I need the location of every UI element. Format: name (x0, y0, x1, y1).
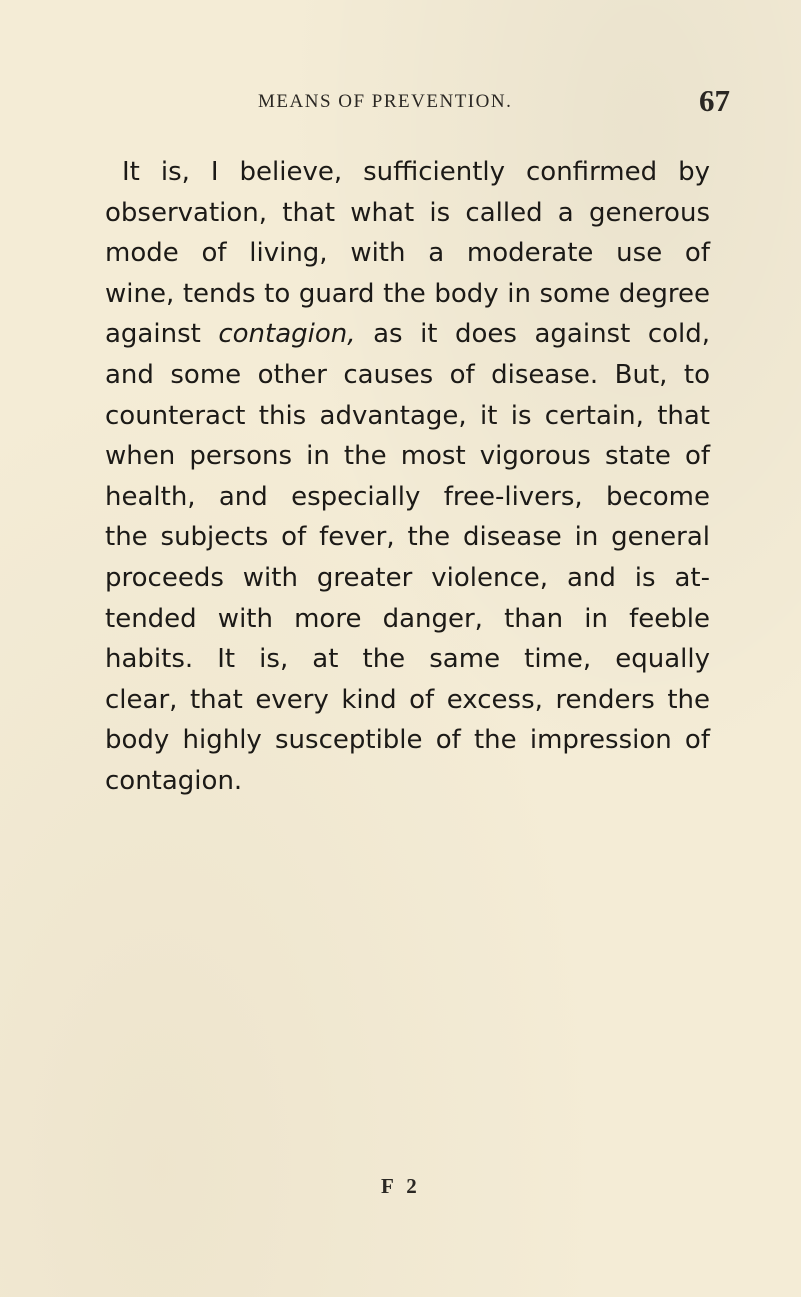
text-line: body highly susceptible of the impression of (105, 725, 710, 756)
text-line: It is, I believe, sufficiently confirmed by (122, 157, 710, 187)
text-line: counteract this advantage, it is certain, that (105, 400, 710, 431)
text-line: tended with more danger, than in feeble (105, 603, 710, 634)
text-fragment: against (105, 319, 201, 350)
text-line: habits. It is, at the same time, equally (105, 644, 710, 675)
text-line: wine, tends to guard the body in some degree (105, 278, 710, 309)
text-line: proceeds with greater violence, and is at- (105, 562, 710, 593)
text-line: clear, that every kind of excess, renders the (105, 684, 710, 715)
text-line: contagion. (105, 765, 243, 796)
text-line (105, 314, 710, 355)
text-line: when persons in the most vigorous state of (105, 441, 710, 472)
text-fragment: as it does against cold, (373, 319, 711, 350)
running-head: MEANS OF PREVENTION. (258, 91, 513, 112)
page-number: 67 (699, 83, 730, 118)
text-line: health, and especially free-livers, become (105, 481, 710, 512)
text-line: and some other causes of disease. But, to (105, 359, 710, 390)
text-line: observation, that what is called a generous (105, 197, 710, 228)
text-line: the subjects of fever, the disease in general (105, 522, 710, 553)
italic-term: contagion, (218, 319, 356, 350)
text-line: mode of living, with a moderate use of (105, 238, 710, 269)
signature-mark: F 2 (381, 1174, 421, 1198)
body-text (105, 152, 710, 802)
